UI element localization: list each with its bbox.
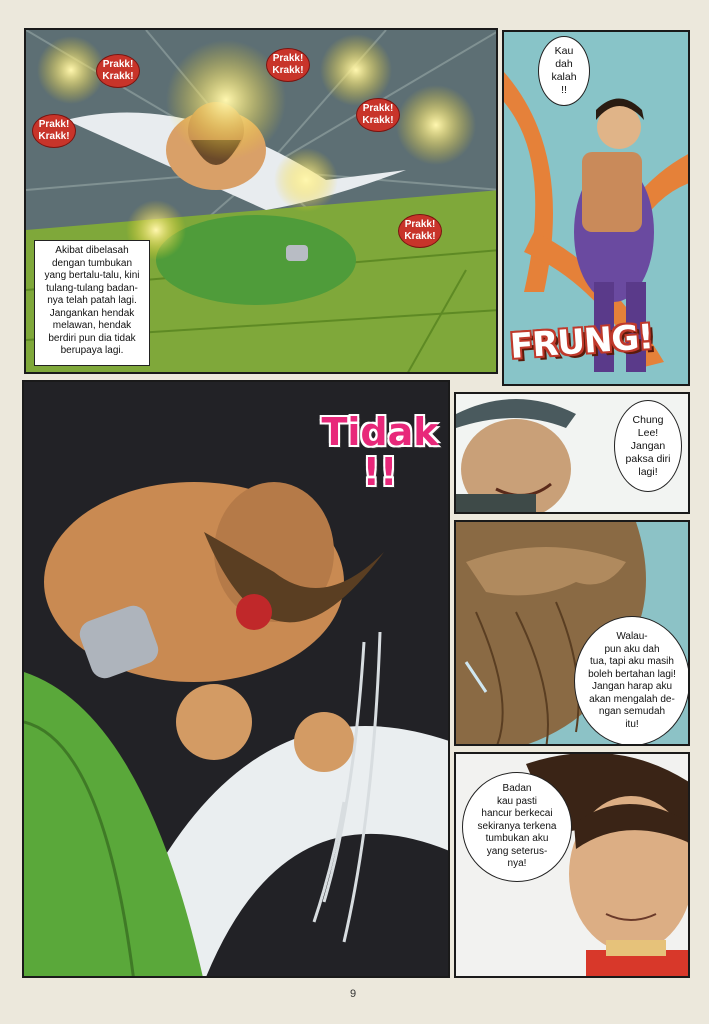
sfx-bubble-3: Prakk! Krakk! [32, 114, 76, 148]
page-number: 9 [350, 988, 357, 1000]
sfx-bubble-2: Prakk! Krakk! [266, 48, 310, 82]
sfx-bubble-4: Prakk! Krakk! [356, 98, 400, 132]
panel-5 [454, 520, 690, 746]
panel-6 [454, 752, 690, 978]
panel-4 [454, 392, 690, 514]
speech-bubble-badan-kau: Badan kau pasti hancur berkecai sekiranya terkena tumbukan aku yang seterus- nya! [462, 772, 572, 882]
speech-bubble-kau-dah-kalah: Kau dah kalah !! [538, 36, 590, 106]
panel-2 [502, 30, 690, 386]
speech-bubble-chung-lee: Chung Lee! Jangan paksa diri lagi! [614, 400, 682, 492]
speech-bubble-walaupun: Walau- pun aku dah tua, tapi aku masih boleh bertahan lagi! Jangan harap aku akan mengalah de- ngan semudah itu! [574, 616, 690, 746]
panel-3 [22, 380, 450, 978]
sfx-bubble-1: Prakk! Krakk! [96, 54, 140, 88]
sfx-frung: FRUNG! [508, 317, 655, 367]
panel-1 [24, 28, 498, 374]
sfx-tidak: Tidak !! [321, 410, 439, 494]
narration-caption: Akibat dibelasah dengan tumbukan yang bertalu-talu, kini tulang-tulang badan- nya telah patah lagi. Jangankan hendak melawan, hendak berdiri pun dia tidak berupaya lagi. [34, 240, 150, 366]
sfx-bubble-5: Prakk! Krakk! [398, 214, 442, 248]
